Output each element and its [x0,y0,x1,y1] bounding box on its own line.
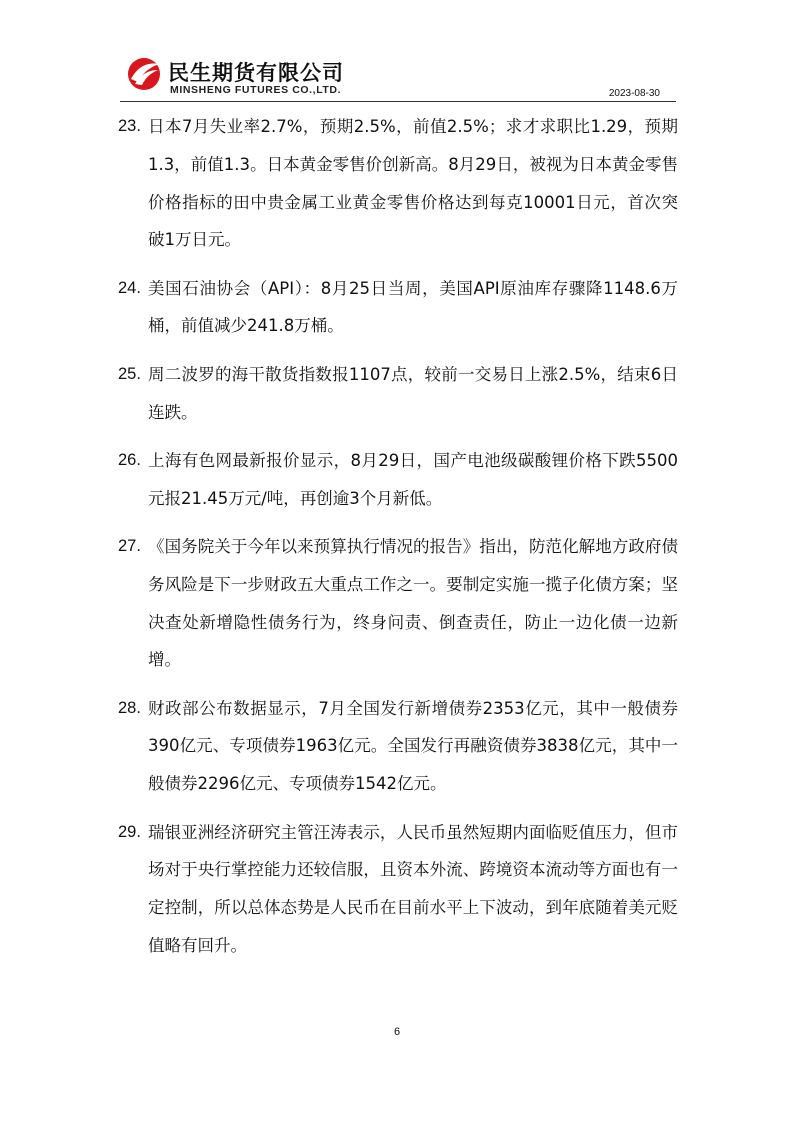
company-name-cn: 民生期货有限公司 [168,61,344,85]
page-number: 6 [393,1026,401,1038]
news-list [118,108,678,975]
item-text: 周二波罗的海干散货指数报1107点，较前一交易日上涨2.5%，结束6日连跌。 [148,364,678,422]
item-text: 日本7月失业率2.7%，预期2.5%，前值2.5%；求才求职比1.29，预期1.3，前值1.3。日本黄金零售价创新高。8月29日，被视为日本黄金零售价格指标的田中贵金属工业黄金零售价格达到每克10001日元，首次突破1万日元。 [148,117,678,250]
item-text: 美国石油协会（API）：8月25日当周，美国API原油库存骤降1148.6万桶，前值减少241.8万桶。 [148,278,678,336]
item-number: 23. [118,117,141,135]
news-item [118,356,678,432]
news-item [118,690,678,803]
item-text: 上海有色网最新报价显示，8月29日，国产电池级碳酸锂价格下跌5500元报21.45万元/吨，再创逾3个月新低。 [148,450,678,508]
item-text: 财政部公布数据显示，7月全国发行新增债券2353亿元，其中一般债券390亿元、专项债券1963亿元。全国发行再融资债券3838亿元，其中一般债券2296亿元、专项债券1542亿元。 [148,698,678,794]
item-number: 29. [118,822,141,841]
item-number: 28. [118,698,141,717]
news-item [118,814,678,965]
item-text: 《国务院关于今年以来预算执行情况的报告》指出，防范化解地方政府债务风险是下一步财政五大重点工作之一。要制定实施一揽子化债方案；坚决查处新增隐性债务行为，终身问责、倒查责任，防止一边化债一边新增。 [148,536,678,670]
item-number: 26. [118,450,141,469]
minsheng-logo-icon [126,56,162,92]
header-divider [120,101,676,102]
news-item [118,442,678,518]
page-header [120,52,676,102]
item-text: 瑞银亚洲经济研究主管汪涛表示，人民币虽然短期内面临贬值压力，但市场对于央行掌控能力还较信服，且资本外流、跨境资本流动等方面也有一定控制，所以总体态势是人民币在目前水平上下波动，到年底随着美元贬值略有回升。 [148,822,678,955]
news-item [118,270,678,346]
item-number: 27. [118,536,141,555]
report-date: 2023-08-30 [608,88,660,99]
item-number: 25. [118,364,141,383]
company-name-en: MINSHENG FUTURES CO.,LTD. [170,84,342,96]
news-item [118,108,678,259]
item-number: 24. [118,278,141,297]
news-item [118,528,678,679]
